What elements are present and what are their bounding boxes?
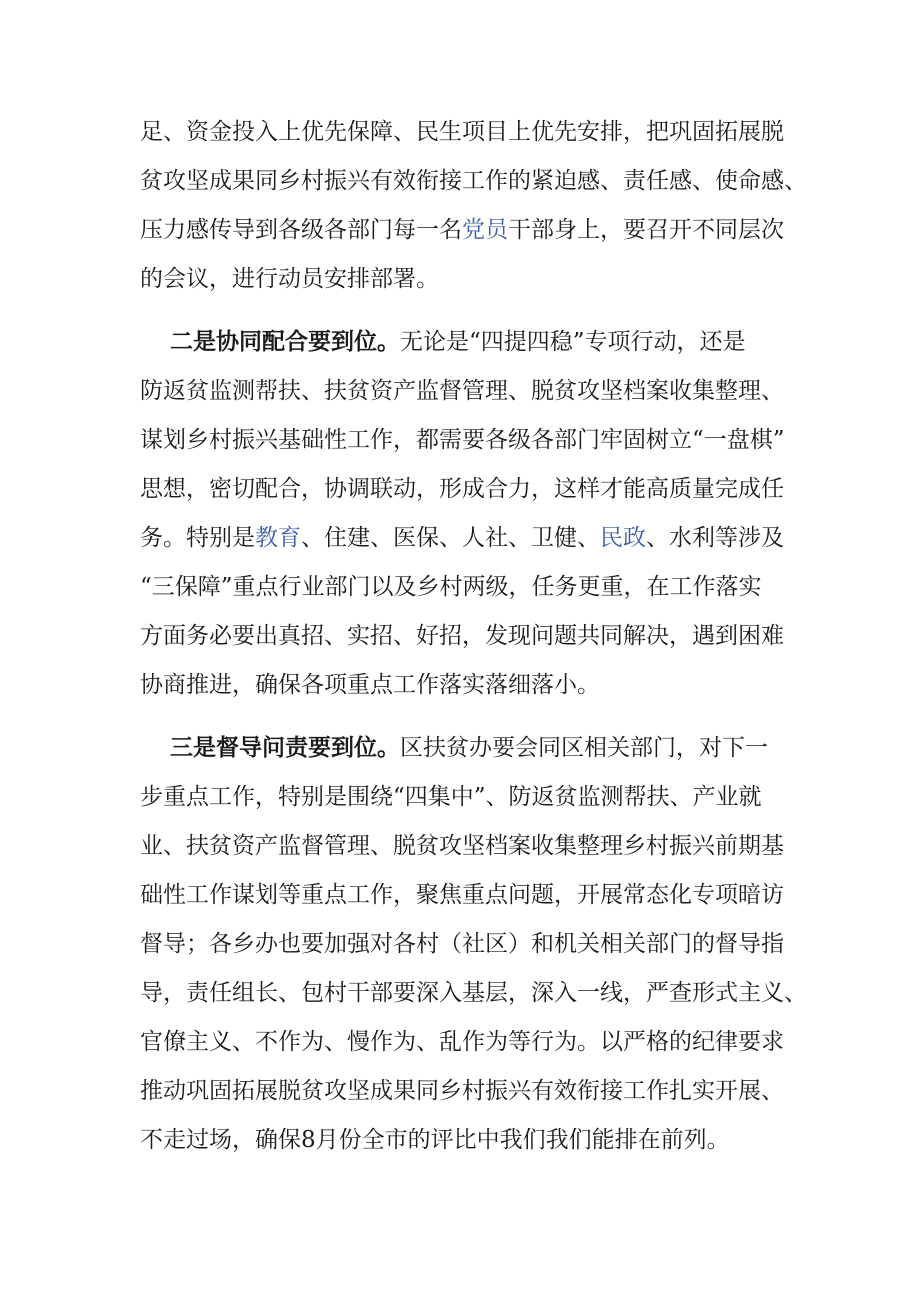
paragraph-3-line-9: 不走过场，确保8月份全市的评比中我们我们能排在前列。 [140,1127,730,1153]
paragraph-2-line-4: 思想，密切配合，协调联动，形成合力，这样才能高质量完成任 [140,476,784,502]
paragraph-2-line-3: 谋划乡村振兴基础性工作，都需要各级各部门牢固树立“一盘棋” [140,427,785,453]
link-education[interactable]: 教育 [255,525,301,551]
paragraph-3-line-8: 推动巩固拓展脱贫攻坚成果同乡村振兴有效衔接工作扎实开展、 [140,1078,784,1104]
paragraph-3-line-7: 官僚主义、不作为、慢作为、乱作为等行为。以严格的纪律要求 [140,1029,784,1055]
text-segment: 干部身上，要召开不同层次 [508,217,784,243]
paragraph-2-line-7: 方面务必要出真招、实招、好招，发现问题共同解决，遇到困难 [140,623,784,649]
text-segment: 、水利等涉及 [646,525,784,551]
document-body [140,108,807,1165]
paragraph-1-line-4: 的会议，进行动员安排部署。 [140,266,439,292]
text-segment: 压力感传导到各级各部门每一名 [140,217,462,243]
paragraph-1 [140,108,807,304]
paragraph-2 [140,318,790,710]
paragraph-2-line-8: 协商推进，确保各项重点工作落实落细落小。 [140,672,600,698]
paragraph-1-line-1: 足、资金投入上优先保障、民生项目上优先安排，把巩固拓展脱 [140,119,784,145]
section-heading-coordination: 二是协同配合要到位。 [170,329,400,355]
text-segment: 、住建、医保、人社、卫健、 [301,525,600,551]
paragraph-3-line-3: 业、扶贫资产监督管理、脱贫攻坚档案收集整理乡村振兴前期基 [140,833,784,859]
paragraph-3 [140,724,807,1165]
link-party-member[interactable]: 党员 [462,217,508,243]
text-segment: 无论是“四提四稳”专项行动，还是 [400,329,746,355]
paragraph-2-line-5 [140,514,790,563]
paragraph-3-line-1 [140,724,790,773]
text-segment: 务。特别是 [140,525,255,551]
paragraph-3-line-2: 步重点工作，特别是围绕“四集中”、防返贫监测帮扶、产业就 [140,784,762,810]
paragraph-2-line-1 [140,318,790,367]
paragraph-1-line-2: 贫攻坚成果同乡村振兴有效衔接工作的紧迫感、责任感、使命感、 [140,168,807,194]
paragraph-3-line-5: 督导；各乡办也要加强对各村（社区）和机关相关部门的督导指 [140,931,784,957]
paragraph-2-line-6: “三保障”重点行业部门以及乡村两级，任务更重，在工作落实 [140,574,762,600]
paragraph-3-line-4: 础性工作谋划等重点工作，聚焦重点问题，开展常态化专项暗访 [140,882,784,908]
text-segment: 区扶贫办要会同区相关部门，对下一 [400,735,768,761]
link-civil-affairs[interactable]: 民政 [600,525,646,551]
paragraph-2-line-2: 防返贫监测帮扶、扶贫资产监督管理、脱贫攻坚档案收集整理、 [140,378,784,404]
section-heading-supervision: 三是督导问责要到位。 [170,735,400,761]
paragraph-1-line-3 [140,206,790,255]
paragraph-3-line-6: 导，责任组长、包村干部要深入基层，深入一线，严查形式主义、 [140,980,807,1006]
